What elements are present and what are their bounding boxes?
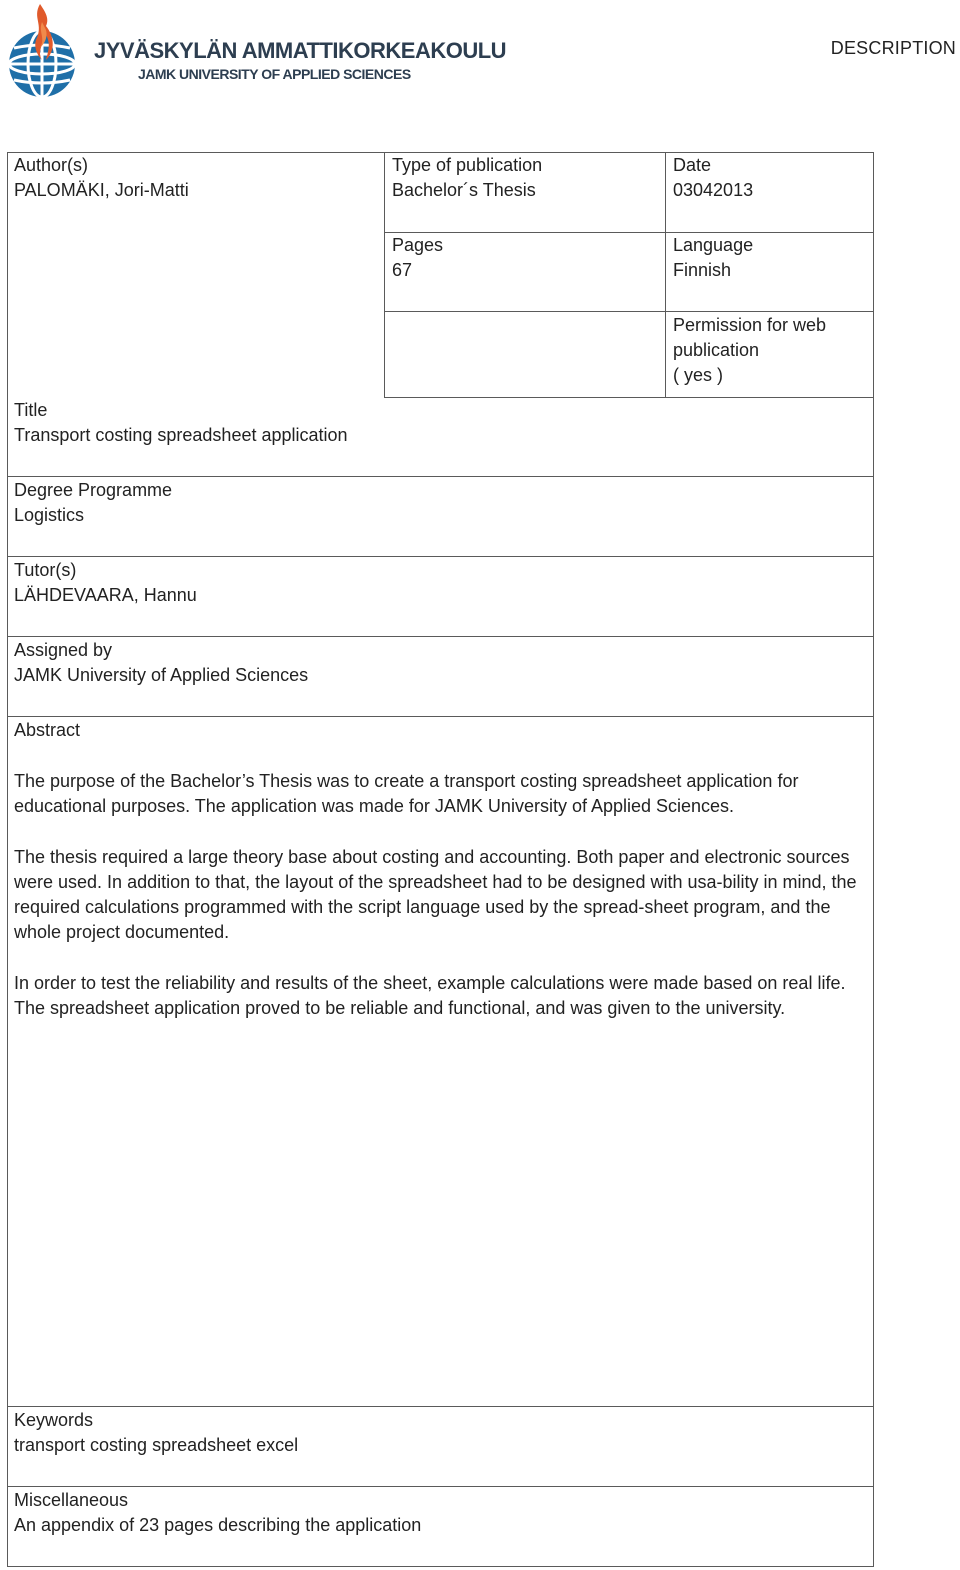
miscellaneous-value: An appendix of 23 pages describing the application — [14, 1515, 422, 1535]
form-border-right — [873, 152, 874, 1567]
assigned-by-label: Assigned by — [14, 640, 113, 660]
tutors-label: Tutor(s) — [14, 560, 77, 580]
language-field — [666, 233, 873, 283]
author-label: Author(s) — [14, 155, 89, 175]
abstract-body — [14, 769, 860, 1021]
tutors-value: LÄHDEVAARA, Hannu — [14, 585, 197, 605]
abstract-field — [7, 718, 873, 1047]
form-border-bottom — [7, 1566, 874, 1567]
pages-value: 67 — [392, 260, 413, 280]
abstract-label: Abstract — [14, 720, 81, 740]
date-field — [666, 153, 873, 203]
author-field — [7, 153, 384, 203]
degree-programme-label: Degree Programme — [14, 480, 173, 500]
title-label: Title — [14, 400, 48, 420]
assigned-by-value: JAMK University of Applied Sciences — [14, 665, 309, 685]
miscellaneous-label: Miscellaneous — [14, 1490, 129, 1510]
degree-programme-value: Logistics — [14, 505, 85, 525]
pages-field — [385, 233, 665, 283]
form-divider — [7, 636, 874, 637]
form-divider — [7, 716, 874, 717]
keywords-field — [7, 1408, 873, 1458]
document-type: DESCRIPTION — [830, 38, 956, 58]
degree-programme-field — [7, 478, 873, 528]
form-divider — [7, 1406, 874, 1407]
title-field — [7, 398, 873, 448]
author-value: PALOMÄKI, Jori-Matti — [14, 180, 189, 200]
form-divider — [7, 556, 874, 557]
keywords-label: Keywords — [14, 1410, 94, 1430]
publication-type-label: Type of publication — [392, 155, 543, 175]
permission-label-line2: publication — [673, 340, 760, 360]
date-label: Date — [673, 155, 712, 175]
university-name-en: JAMK UNIVERSITY OF APPLIED SCIENCES — [138, 66, 411, 82]
permission-label-line1: Permission for web — [673, 315, 827, 335]
pages-label: Pages — [392, 235, 444, 255]
university-name-fi: JYVÄSKYLÄN AMMATTIKORKEAKOULU — [94, 38, 507, 63]
language-value: Finnish — [673, 260, 732, 280]
publication-type-value: Bachelor´s Thesis — [392, 180, 536, 200]
publication-type-field — [385, 153, 665, 203]
form-divider — [7, 476, 874, 477]
abstract-paragraph: The thesis required a large theory base about costing and accounting. Both paper and electronic sources were used. In addition to that, the layout of the spreadsheet had to be designed with usa-bility in mind, the required calculations programmed with the script language used by the spread-sheet program, and the whole project documented. — [14, 847, 857, 942]
form-divider — [384, 311, 874, 312]
language-label: Language — [673, 235, 754, 255]
title-value: Transport costing spreadsheet application — [14, 425, 348, 445]
tutors-field — [7, 558, 873, 608]
keywords-value: transport costing spreadsheet excel — [14, 1435, 299, 1455]
miscellaneous-field — [7, 1488, 873, 1538]
assigned-by-field — [7, 638, 873, 688]
abstract-paragraph: The purpose of the Bachelor’s Thesis was to create a transport costing spreadsheet application for educational purposes. The application was made for JAMK University of Applied Sciences. — [14, 771, 799, 816]
permission-value: ( yes ) — [673, 365, 724, 385]
abstract-paragraph: In order to test the reliability and results of the sheet, example calculations were made based on real life. The spreadsheet application proved to be reliable and functional, and was given to the university. — [14, 973, 846, 1018]
date-value: 03042013 — [673, 180, 754, 200]
permission-field — [666, 313, 873, 388]
form-divider — [7, 1486, 874, 1487]
